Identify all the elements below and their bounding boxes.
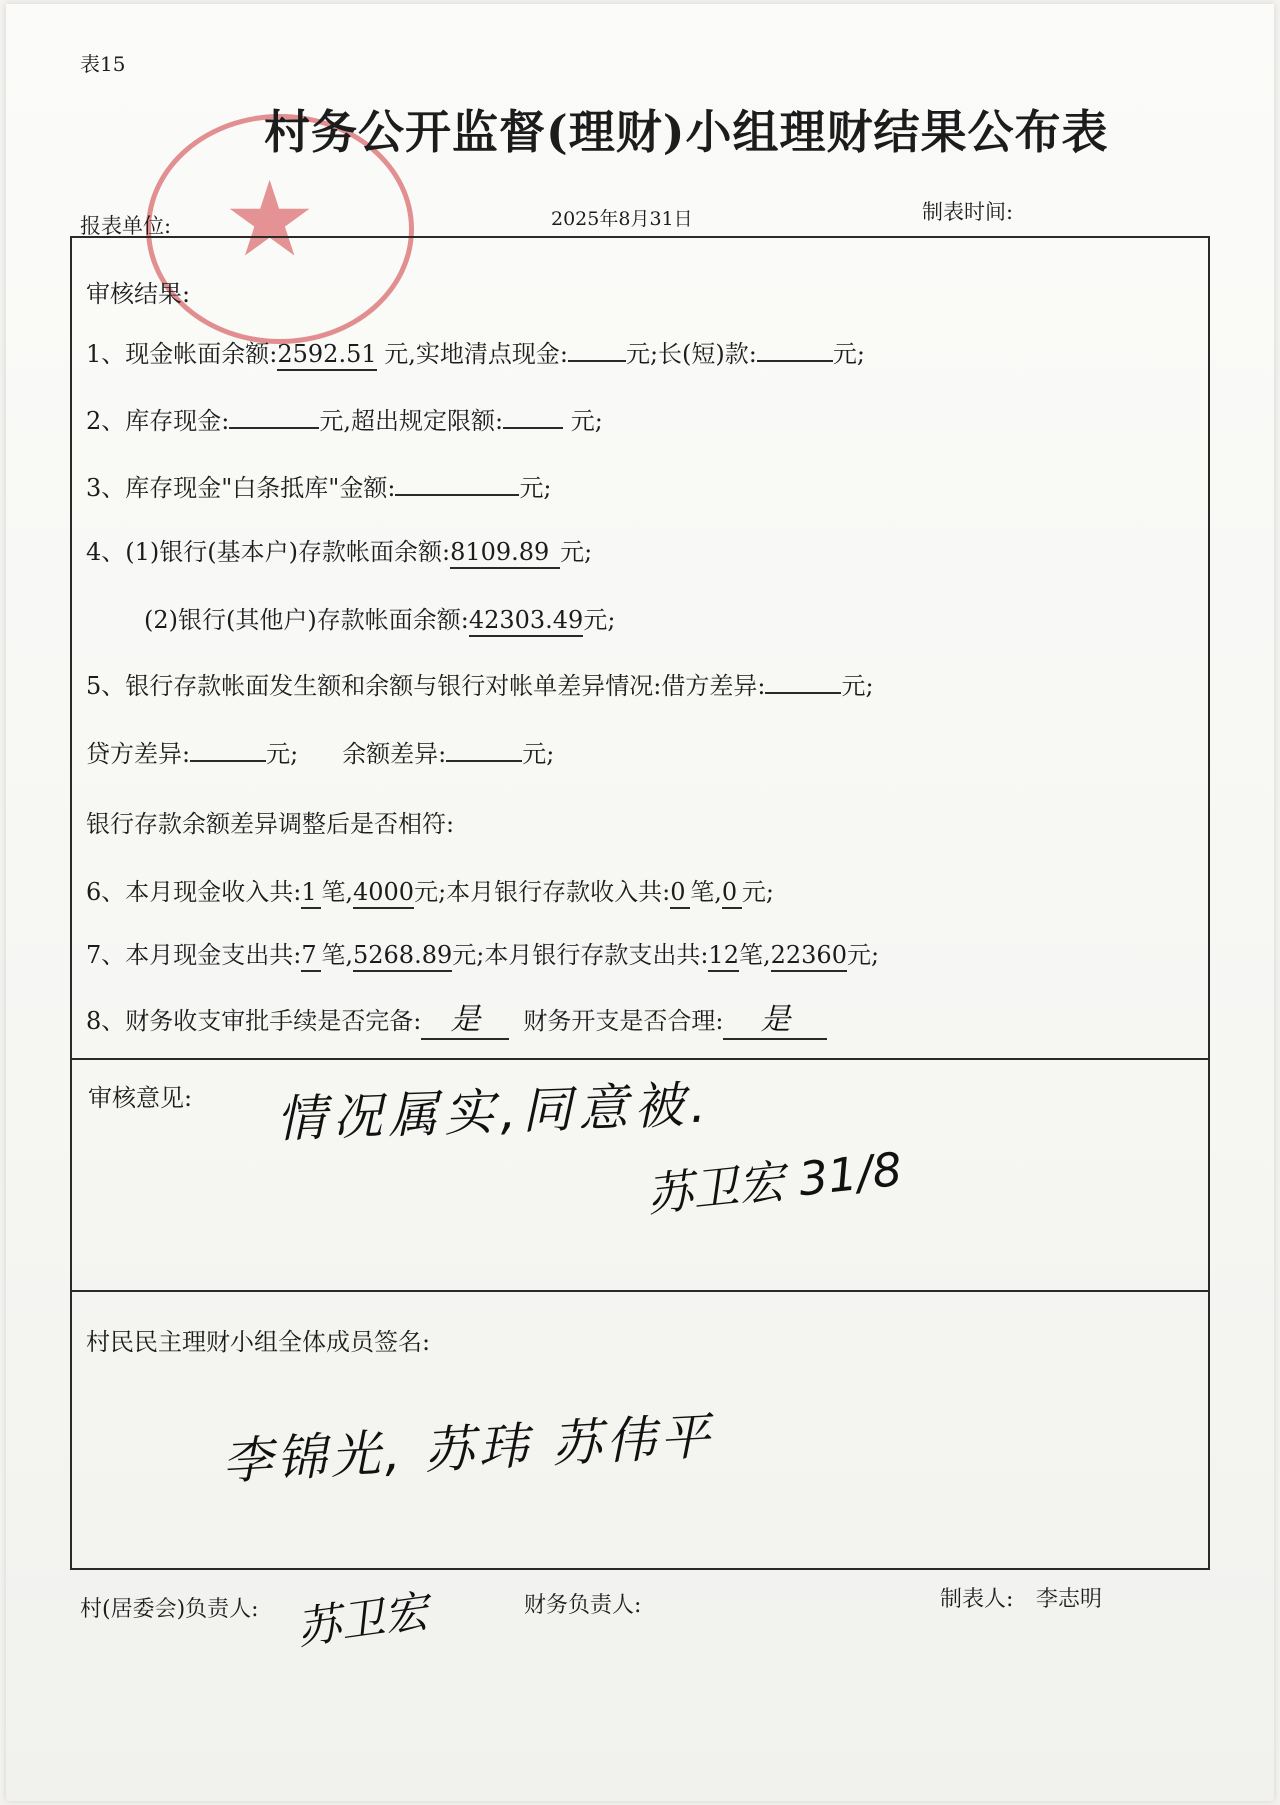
report-unit-label: 报表单位:: [80, 214, 172, 238]
blank-field: [446, 738, 522, 762]
blank-field: [229, 405, 319, 429]
cash-income-amount: 4000: [353, 879, 414, 909]
form-number: 表15: [80, 52, 126, 76]
audit-line-5: 5、银行存款帐面发生额和余额与银行对帐单差异情况:借方差异: 元;: [86, 672, 874, 700]
cash-expense-amount: 5268.89: [353, 942, 452, 972]
bank-basic-balance: 8109.89: [450, 539, 560, 569]
seal-star-icon: ★: [223, 158, 317, 280]
cash-expense-count: 7: [301, 942, 321, 972]
audit-line-3: 3、库存现金"白条抵库"金额: 元;: [86, 474, 552, 502]
blank-field: [765, 670, 841, 694]
table-divider: [70, 1290, 1210, 1292]
bank-other-balance: 42303.49: [469, 607, 584, 637]
audit-line-8: 8、财务收支审批手续是否完备: 是 财务开支是否合理: 是: [86, 1001, 827, 1040]
audit-line-4-2: (2)银行(其他户)存款帐面余额:42303.49元;: [144, 600, 615, 637]
audit-line-4-1: 4、(1)银行(基本户)存款帐面余额:8109.89 元;: [86, 532, 592, 569]
audit-line-5-credit: 贷方差异: 元; 余额差异: 元;: [86, 740, 555, 768]
cash-income-count: 1: [301, 879, 321, 909]
bank-expense-amount: 22360: [771, 942, 847, 972]
members-signatures: 李锦光, 苏玮 苏伟平: [221, 1407, 716, 1491]
blank-field: [568, 338, 626, 362]
audit-line-2: 2、库存现金: 元,超出规定限额: 元;: [86, 407, 603, 435]
bank-income-amount: 0: [722, 879, 742, 909]
cash-book-balance: 2592.51: [277, 341, 376, 371]
maker-name: 李志明: [1036, 1587, 1103, 1612]
audit-line-1: 1、现金帐面余额:2592.51 元,实地清点现金: 元;长(短)款: 元;: [86, 334, 865, 371]
blank-field: [503, 405, 563, 429]
opinion-label: 审核意见:: [88, 1084, 193, 1112]
approval-complete-answer: 是: [421, 1003, 509, 1040]
page-title: 村务公开监督(理财)小组理财结果公布表: [264, 105, 1109, 159]
audit-line-6: 6、本月现金收入共:1 笔,4000元;本月银行存款收入共:0 笔,0 元;: [86, 872, 774, 909]
report-date: 2025年8月31日: [551, 208, 693, 230]
opinion-signature: 苏卫宏 31/8: [644, 1141, 905, 1223]
audit-line-7: 7、本月现金支出共:7 笔,5268.89元;本月银行存款支出共:12笔,22360元;: [86, 935, 879, 972]
blank-field: [757, 338, 833, 362]
blank-field: [395, 472, 519, 496]
bank-expense-count: 12: [708, 942, 739, 972]
blank-field: [190, 738, 266, 762]
bank-income-count: 0: [670, 879, 690, 909]
members-label: 村民民主理财小组全体成员签名:: [86, 1328, 431, 1356]
expense-reasonable-answer: 是: [723, 1003, 827, 1040]
village-head-signature: 苏卫宏: [293, 1586, 432, 1655]
audit-heading: 审核结果:: [86, 280, 191, 308]
report-time-label: 制表时间:: [922, 200, 1014, 224]
village-head-label: 村(居委会)负责人:: [80, 1597, 259, 1622]
table-divider: [70, 1058, 1210, 1060]
document-page: [6, 4, 1274, 1801]
audit-line-5-match: 银行存款余额差异调整后是否相符:: [86, 810, 455, 838]
maker-label: 制表人:: [940, 1587, 1014, 1612]
opinion-handwriting: 情况属实,同意被.: [275, 1075, 713, 1149]
finance-head-label: 财务负责人:: [524, 1593, 642, 1618]
